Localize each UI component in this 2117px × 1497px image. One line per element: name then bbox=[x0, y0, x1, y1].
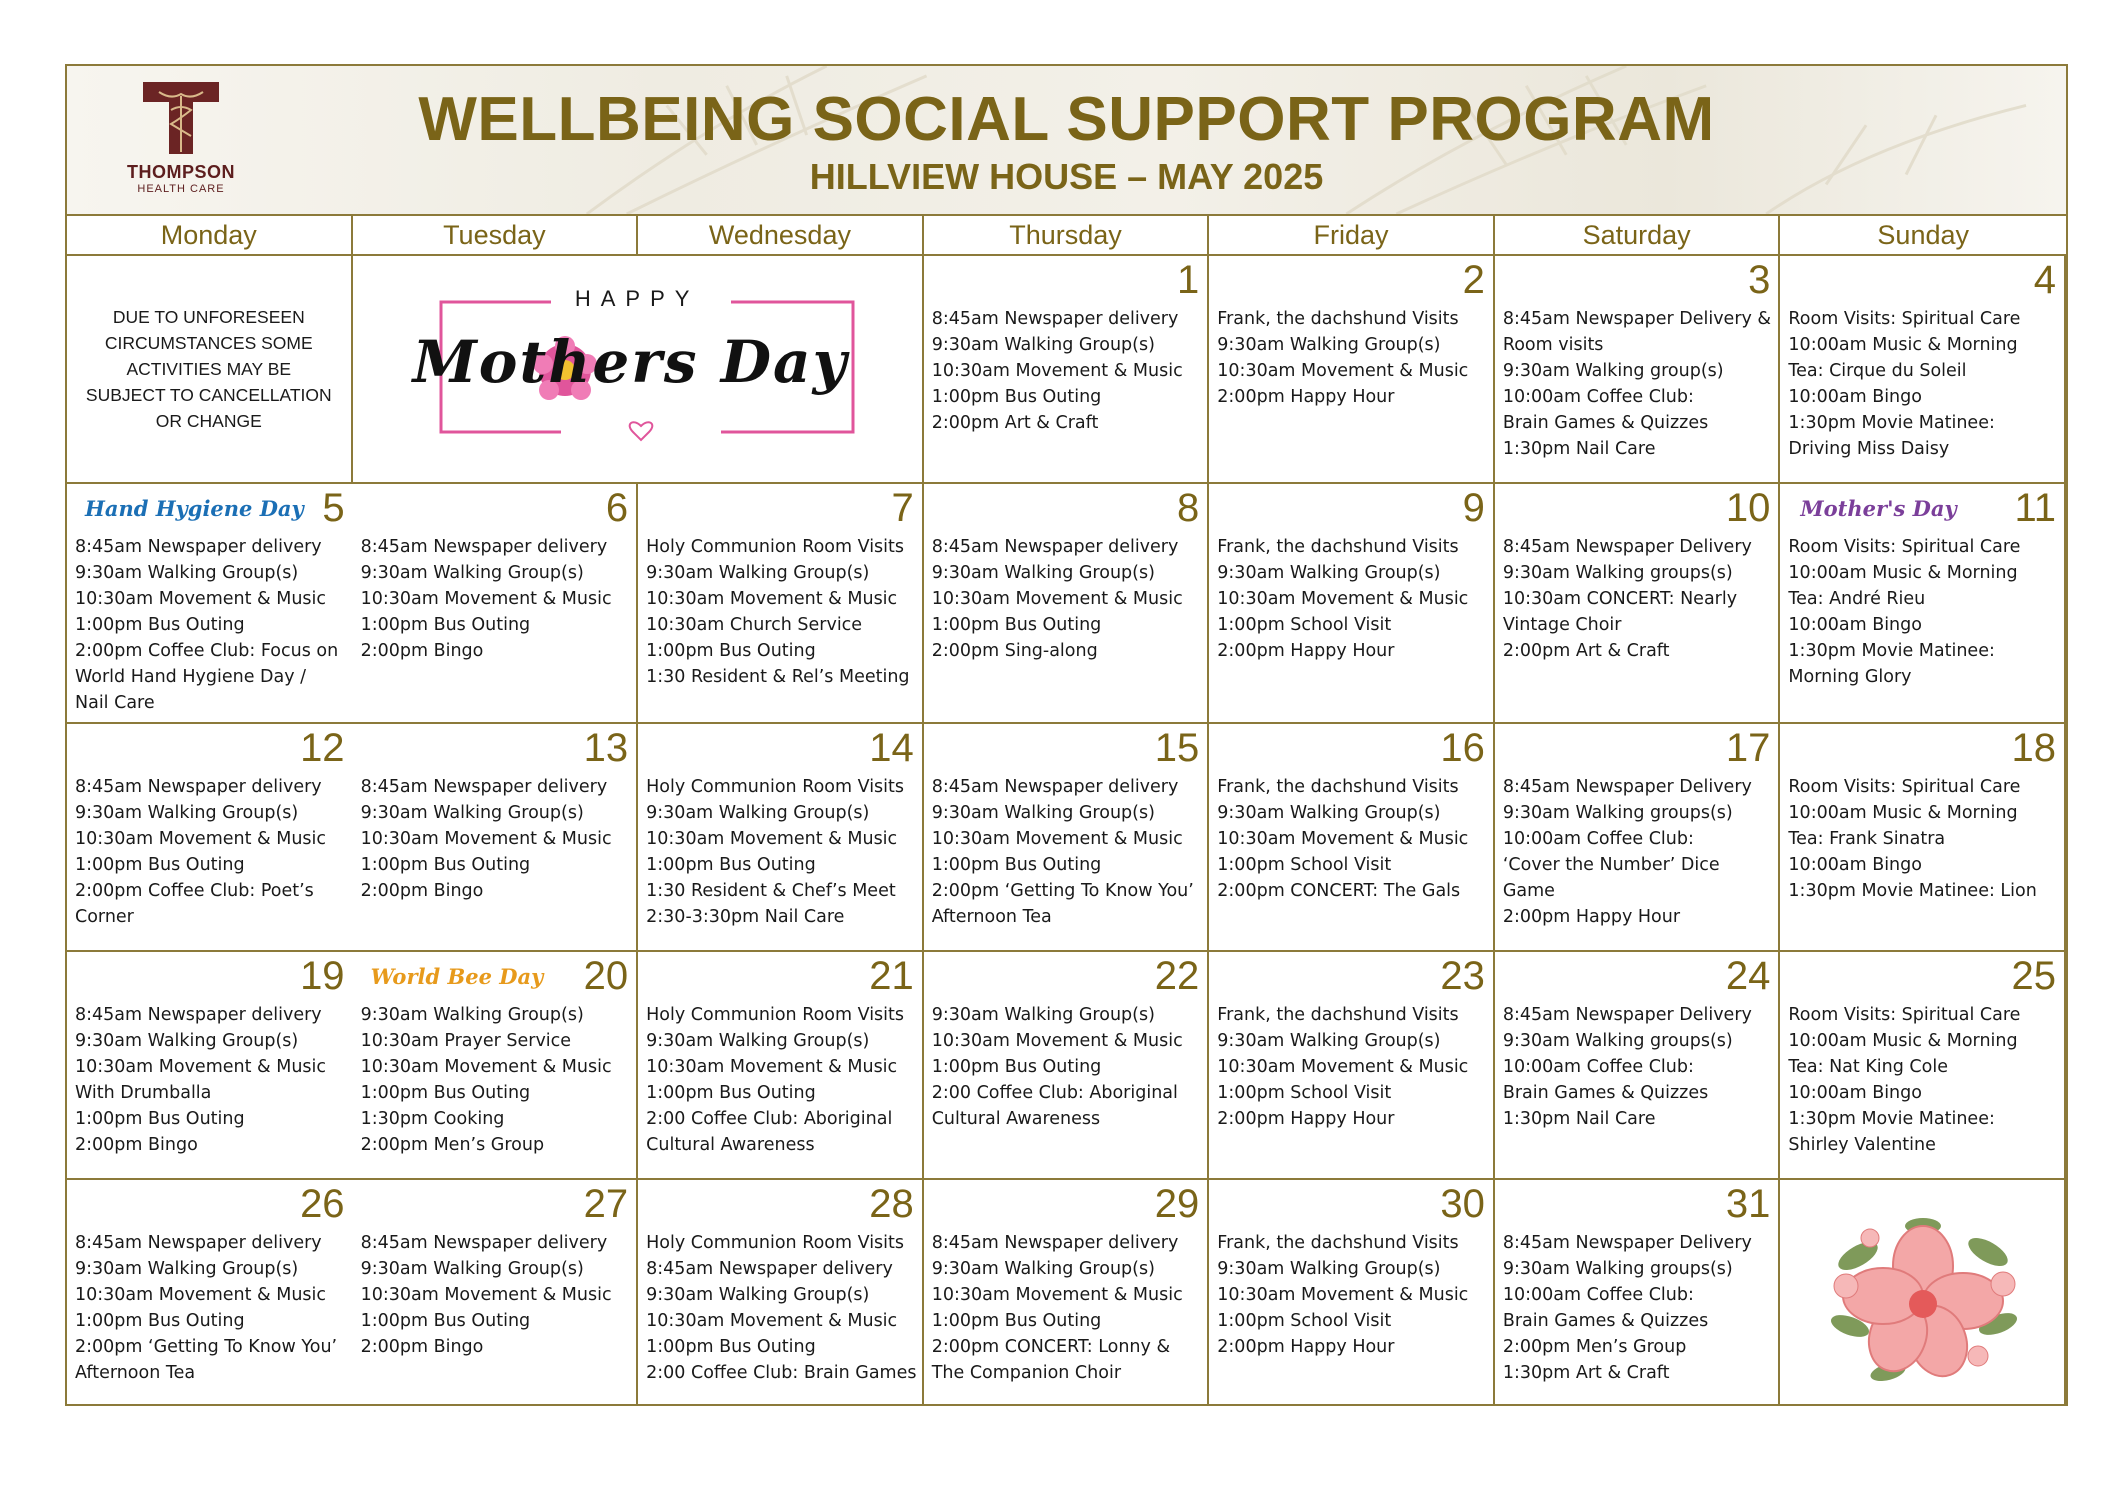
activity-item: Cultural Awareness bbox=[646, 1135, 815, 1155]
activity-item: 8:45am Newspaper delivery bbox=[75, 777, 322, 797]
day-header-tuesday: Tuesday bbox=[353, 216, 639, 256]
day-number: 1 bbox=[1177, 258, 1200, 302]
day-cell bbox=[1209, 256, 1495, 484]
activity-list bbox=[75, 1002, 347, 1158]
activity-item: 9:30am Walking Group(s) bbox=[646, 1285, 870, 1305]
day-cell bbox=[67, 484, 353, 724]
activity-list bbox=[1503, 534, 1773, 664]
day-number: 12 bbox=[300, 726, 345, 770]
activity-list bbox=[1788, 534, 2058, 690]
activity-item: 10:30am Movement & Music bbox=[1217, 1285, 1469, 1305]
world-bee-day-tag: World Bee Day bbox=[370, 964, 544, 989]
day-cell bbox=[1495, 724, 1781, 952]
activity-item: 1:00pm Bus Outing bbox=[360, 855, 531, 875]
activity-item: The Companion Choir bbox=[931, 1363, 1122, 1383]
activity-item: 10:00am Coffee Club: bbox=[1502, 1057, 1694, 1077]
activity-item: Frank, the dachshund Visits bbox=[1217, 1233, 1459, 1253]
activity-item: 1:00pm School Visit bbox=[1217, 855, 1392, 875]
activity-item: 10:00am Coffee Club: bbox=[1502, 829, 1694, 849]
activity-item: Shirley Valentine bbox=[1788, 1135, 1936, 1155]
activity-item: 9:30am Walking Group(s) bbox=[1217, 1031, 1441, 1051]
activity-list bbox=[646, 1002, 916, 1158]
activity-item: 9:30am Walking Group(s) bbox=[75, 1259, 299, 1279]
activity-item: 8:45am Newspaper Delivery bbox=[1502, 1233, 1752, 1253]
day-cell bbox=[1780, 724, 2066, 952]
day-number: 8 bbox=[1177, 486, 1200, 530]
day-number: 3 bbox=[1748, 258, 1771, 302]
activity-item: 9:30am Walking Group(s) bbox=[360, 803, 584, 823]
activity-item: 2:00pm Art & Craft bbox=[1502, 641, 1670, 661]
day-number: 18 bbox=[2011, 726, 2056, 770]
activity-list bbox=[1788, 306, 2058, 462]
day-cell bbox=[924, 256, 1210, 484]
activity-item: Afternoon Tea bbox=[75, 1363, 196, 1383]
activity-item: 10:00am Coffee Club: bbox=[1502, 1285, 1694, 1305]
activity-item: 1:30 Resident & Rel’s Meeting bbox=[646, 667, 910, 687]
activity-item: 10:00am Music & Morning bbox=[1788, 563, 2018, 583]
day-cell bbox=[638, 484, 924, 724]
activity-item: 9:30am Walking group(s) bbox=[1502, 361, 1724, 381]
day-cell bbox=[924, 952, 1210, 1180]
activity-list bbox=[1503, 1002, 1773, 1132]
activity-item: Tea: Cirque du Soleil bbox=[1788, 361, 1967, 381]
activity-item: 2:00pm Bingo bbox=[75, 1135, 198, 1155]
activity-item: Frank, the dachshund Visits bbox=[1217, 309, 1459, 329]
activity-item: 8:45am Newspaper delivery bbox=[75, 1233, 322, 1253]
activity-item: 1:00pm Bus Outing bbox=[360, 1311, 531, 1331]
activity-item: 2:30-3:30pm Nail Care bbox=[646, 907, 845, 927]
day-cell bbox=[353, 484, 639, 724]
activity-item: 8:45am Newspaper Delivery bbox=[1502, 777, 1752, 797]
activity-item: 1:00pm Bus Outing bbox=[75, 1311, 245, 1331]
activity-list bbox=[75, 534, 347, 716]
day-cell bbox=[1495, 256, 1781, 484]
activity-item: 2:00pm Happy Hour bbox=[1217, 387, 1395, 407]
activity-item: 9:30am Walking Group(s) bbox=[75, 1031, 299, 1051]
activity-item: 1:00pm Bus Outing bbox=[931, 1057, 1102, 1077]
day-cell bbox=[67, 724, 353, 952]
activity-item: 10:00am Music & Morning bbox=[1788, 335, 2018, 355]
activity-list bbox=[932, 1230, 1202, 1386]
activity-item: Driving Miss Daisy bbox=[1788, 439, 1950, 459]
activity-item: 10:30am Movement & Music bbox=[931, 1285, 1183, 1305]
day-number: 9 bbox=[1462, 486, 1485, 530]
activity-item: 1:00pm Bus Outing bbox=[931, 1311, 1102, 1331]
activity-item: 10:00am Music & Morning bbox=[1788, 1031, 2018, 1051]
activity-list bbox=[1217, 774, 1487, 904]
activity-item: 10:30am Movement & Music bbox=[75, 1285, 327, 1305]
activity-item: Brain Games & Quizzes bbox=[1502, 1083, 1709, 1103]
activity-item: 10:00am Bingo bbox=[1788, 615, 1922, 635]
activity-list bbox=[1217, 1002, 1487, 1132]
activity-item: 1:00pm Bus Outing bbox=[646, 641, 816, 661]
activity-item: Frank, the dachshund Visits bbox=[1217, 1005, 1459, 1025]
activity-item: 2:00pm ‘Getting To Know You’ bbox=[75, 1337, 338, 1357]
day-number: 22 bbox=[1154, 954, 1200, 998]
activity-item: World Hand Hygiene Day / bbox=[75, 667, 307, 687]
day-cell bbox=[1780, 952, 2066, 1180]
notice-cell bbox=[67, 256, 353, 484]
activity-list bbox=[1503, 1230, 1773, 1386]
activity-item: 9:30am Walking Group(s) bbox=[931, 1005, 1155, 1025]
activity-item: 1:00pm Bus Outing bbox=[360, 1083, 531, 1103]
activity-item: Tea: Frank Sinatra bbox=[1788, 829, 1946, 849]
activity-item: 10:00am Bingo bbox=[1788, 1083, 1922, 1103]
activity-item: 10:30am Movement & Music bbox=[931, 1031, 1183, 1051]
activity-item: 9:30am Walking Group(s) bbox=[75, 563, 299, 583]
activity-item: 9:30am Walking Group(s) bbox=[1217, 803, 1441, 823]
activity-item: Vintage Choir bbox=[1502, 615, 1622, 635]
page-title: WELLBEING SOCIAL SUPPORT PROGRAM bbox=[418, 85, 1715, 154]
activity-item: 1:30pm Movie Matinee: Lion bbox=[1788, 881, 2037, 901]
activity-item: 2:00pm Bingo bbox=[360, 641, 484, 661]
activity-item: 1:30pm Cooking bbox=[360, 1109, 505, 1129]
hand-hygiene-day-tag: Hand Hygiene Day bbox=[85, 496, 304, 521]
activity-item: 1:00pm Bus Outing bbox=[646, 855, 816, 875]
activity-item: Cultural Awareness bbox=[931, 1109, 1101, 1129]
day-cell bbox=[1209, 484, 1495, 724]
calendar-grid bbox=[67, 216, 2066, 1404]
activity-item: Holy Communion Room Visits bbox=[646, 777, 905, 797]
day-cell bbox=[1495, 1180, 1781, 1406]
activity-item: 9:30am Walking Group(s) bbox=[360, 563, 584, 583]
activity-item: 9:30am Walking groups(s) bbox=[1502, 563, 1733, 583]
day-number: 16 bbox=[1440, 726, 1485, 770]
cancellation-notice: DUE TO UNFORESEEN CIRCUMSTANCES SOME ACTIVITIES MAY BE SUBJECT TO CANCELLATION OR CHANGE bbox=[85, 307, 332, 431]
activity-item: 2:00pm Men’s Group bbox=[360, 1135, 545, 1155]
activity-list bbox=[361, 1230, 631, 1360]
day-cell bbox=[353, 952, 639, 1180]
activity-item: 9:30am Walking Group(s) bbox=[75, 803, 299, 823]
activity-list bbox=[75, 1230, 347, 1386]
activity-item: 2:00 Coffee Club: Aboriginal bbox=[646, 1109, 893, 1129]
activity-item: Room Visits: Spiritual Care bbox=[1788, 777, 2021, 797]
activity-list bbox=[1217, 1230, 1487, 1360]
activity-item: 1:00pm Bus Outing bbox=[360, 615, 531, 635]
flower-cell bbox=[1780, 1180, 2066, 1406]
activity-item: 9:30am Walking Group(s) bbox=[931, 335, 1155, 355]
activity-item: 10:30am Movement & Music bbox=[646, 829, 898, 849]
activity-item: 2:00 Coffee Club: Brain Games bbox=[646, 1363, 917, 1383]
logo-subname: HEALTH CARE bbox=[137, 183, 225, 195]
activity-item: 9:30am Walking Group(s) bbox=[646, 563, 870, 583]
activity-item: 2:00pm Happy Hour bbox=[1502, 907, 1681, 927]
day-number: 26 bbox=[300, 1182, 345, 1226]
activity-item: With Drumballa bbox=[75, 1083, 212, 1103]
activity-item: 8:45am Newspaper delivery bbox=[360, 537, 608, 557]
day-number: 10 bbox=[1725, 486, 1771, 530]
activity-list bbox=[361, 774, 631, 904]
flower-illustration bbox=[1798, 1196, 2048, 1396]
day-cell bbox=[1780, 484, 2066, 724]
page-subtitle: HILLVIEW HOUSE – MAY 2025 bbox=[809, 156, 1324, 197]
activity-item: Room visits bbox=[1502, 335, 1604, 355]
activity-item: 10:30am Movement & Music bbox=[360, 589, 612, 609]
activity-item: Frank, the dachshund Visits bbox=[1217, 537, 1459, 557]
activity-item: 9:30am Walking Group(s) bbox=[1217, 335, 1441, 355]
calendar-sheet bbox=[65, 64, 2068, 1406]
day-header-sunday: Sunday bbox=[1780, 216, 2066, 256]
activity-item: 10:00am Bingo bbox=[1788, 855, 1922, 875]
activity-item: Holy Communion Room Visits bbox=[646, 1005, 905, 1025]
day-number: 21 bbox=[869, 954, 914, 998]
day-cell bbox=[638, 952, 924, 1180]
activity-item: 10:30am Movement & Music bbox=[1217, 829, 1469, 849]
activity-item: Holy Communion Room Visits bbox=[646, 1233, 905, 1253]
day-number: 13 bbox=[583, 726, 629, 770]
activity-item: 2:00pm Art & Craft bbox=[931, 413, 1099, 433]
day-cell bbox=[1209, 1180, 1495, 1406]
activity-item: 8:45am Newspaper Delivery & bbox=[1502, 309, 1772, 329]
activity-item: 8:45am Newspaper delivery bbox=[931, 777, 1179, 797]
activity-item: 1:30pm Nail Care bbox=[1502, 1109, 1656, 1129]
day-cell bbox=[67, 1180, 353, 1406]
mothers-day-happy-text: HAPPY bbox=[574, 286, 700, 311]
activity-list bbox=[1788, 774, 2058, 904]
activity-list bbox=[1503, 306, 1773, 462]
activity-item: 1:00pm School Visit bbox=[1217, 1083, 1392, 1103]
activity-item: 9:30am Walking Group(s) bbox=[931, 803, 1155, 823]
activity-item: 1:00pm School Visit bbox=[1217, 1311, 1392, 1331]
activity-item: 1:00pm Bus Outing bbox=[931, 615, 1102, 635]
day-header-wednesday: Wednesday bbox=[638, 216, 924, 256]
day-number: 5 bbox=[322, 486, 345, 530]
day-header-thursday: Thursday bbox=[924, 216, 1210, 256]
activity-item: 2:00pm CONCERT: The Gals bbox=[1217, 881, 1461, 901]
day-cell bbox=[924, 724, 1210, 952]
activity-item: 1:00pm Bus Outing bbox=[75, 1109, 245, 1129]
day-number: 2 bbox=[1462, 258, 1485, 302]
activity-list bbox=[361, 1002, 631, 1158]
activity-item: 2:00pm Happy Hour bbox=[1217, 641, 1395, 661]
mothers-day-tag: Mother's Day bbox=[1800, 496, 1957, 521]
activity-item: 10:30am Movement & Music bbox=[931, 829, 1183, 849]
activity-item: 1:30pm Nail Care bbox=[1502, 439, 1656, 459]
activity-item: Room Visits: Spiritual Care bbox=[1788, 309, 2021, 329]
activity-item: 2:00pm Coffee Club: Focus on bbox=[75, 641, 339, 661]
day-number: 15 bbox=[1154, 726, 1200, 770]
day-number: 25 bbox=[2011, 954, 2056, 998]
activity-item: 8:45am Newspaper delivery bbox=[360, 777, 608, 797]
activity-item: 1:00pm Bus Outing bbox=[75, 615, 245, 635]
activity-item: 10:30am Movement & Music bbox=[1217, 361, 1469, 381]
mothers-day-banner-cell bbox=[353, 256, 924, 484]
day-number: 27 bbox=[583, 1182, 629, 1226]
header-banner bbox=[67, 66, 2066, 216]
activity-item: 2:00pm Sing-along bbox=[931, 641, 1098, 661]
day-number: 28 bbox=[869, 1182, 914, 1226]
activity-item: 1:30pm Movie Matinee: bbox=[1788, 1109, 1995, 1129]
activity-item: 1:30pm Art & Craft bbox=[1502, 1363, 1670, 1383]
activity-list bbox=[1217, 534, 1487, 664]
activity-item: 10:00am Music & Morning bbox=[1788, 803, 2018, 823]
activity-item: 9:30am Walking Group(s) bbox=[646, 1031, 870, 1051]
day-header-monday: Monday bbox=[67, 216, 353, 256]
activity-item: 10:30am Movement & Music bbox=[646, 1311, 898, 1331]
activity-item: Room Visits: Spiritual Care bbox=[1788, 537, 2021, 557]
activity-item: 10:00am Bingo bbox=[1788, 387, 1922, 407]
activity-item: 10:30am Movement & Music bbox=[1217, 1057, 1469, 1077]
activity-item: 8:45am Newspaper Delivery bbox=[1502, 1005, 1752, 1025]
activity-item: 8:45am Newspaper Delivery bbox=[1502, 537, 1752, 557]
activity-item: 10:00am Coffee Club: bbox=[1502, 387, 1694, 407]
activity-item: 1:00pm School Visit bbox=[1217, 615, 1392, 635]
activity-item: 8:45am Newspaper delivery bbox=[931, 309, 1179, 329]
day-cell bbox=[353, 1180, 639, 1406]
activity-item: 2:00pm Happy Hour bbox=[1217, 1337, 1395, 1357]
activity-item: 10:30am Movement & Music bbox=[931, 589, 1183, 609]
day-number: 24 bbox=[1725, 954, 1771, 998]
activity-item: 8:45am Newspaper delivery bbox=[360, 1233, 608, 1253]
activity-list bbox=[75, 774, 347, 930]
activity-item: 9:30am Walking Group(s) bbox=[1217, 563, 1441, 583]
activity-item: 2:00pm Men’s Group bbox=[1502, 1337, 1687, 1357]
day-cell bbox=[924, 484, 1210, 724]
day-number: 23 bbox=[1440, 954, 1485, 998]
day-number: 4 bbox=[2033, 258, 2056, 302]
activity-item: 9:30am Walking Group(s) bbox=[360, 1259, 584, 1279]
day-cell bbox=[1209, 724, 1495, 952]
day-number: 7 bbox=[891, 486, 914, 530]
activity-item: 8:45am Newspaper delivery bbox=[75, 1005, 322, 1025]
activity-item: Holy Communion Room Visits bbox=[646, 537, 905, 557]
activity-item: Afternoon Tea bbox=[931, 907, 1052, 927]
day-number: 17 bbox=[1725, 726, 1771, 770]
activity-item: 9:30am Walking Group(s) bbox=[646, 803, 870, 823]
activity-item: 10:30am Movement & Music bbox=[646, 589, 898, 609]
day-number: 31 bbox=[1725, 1182, 1771, 1226]
activity-list bbox=[932, 534, 1202, 664]
activity-item: 1:30 Resident & Chef’s Meet bbox=[646, 881, 896, 901]
activity-item: Game bbox=[1502, 881, 1555, 901]
activity-item: 10:30am Church Service bbox=[646, 615, 863, 635]
activity-item: 2:00pm ‘Getting To Know You’ bbox=[931, 881, 1194, 901]
activity-list bbox=[932, 774, 1202, 930]
activity-item: 2:00pm CONCERT: Lonny & bbox=[931, 1337, 1171, 1357]
activity-item: 10:30am Movement & Music bbox=[646, 1057, 898, 1077]
activity-list bbox=[1788, 1002, 2058, 1158]
activity-item: 2:00pm Coffee Club: Poet’s bbox=[75, 881, 314, 901]
activity-item: 2:00pm Bingo bbox=[360, 881, 484, 901]
activity-item: 1:00pm Bus Outing bbox=[646, 1083, 816, 1103]
activity-item: 1:00pm Bus Outing bbox=[646, 1337, 816, 1357]
activity-item: 10:30am Movement & Music bbox=[1217, 589, 1469, 609]
day-cell bbox=[1209, 952, 1495, 1180]
activity-list bbox=[646, 534, 916, 690]
activity-item: 9:30am Walking groups(s) bbox=[1502, 1259, 1733, 1279]
activity-list bbox=[1503, 774, 1773, 930]
day-cell bbox=[638, 1180, 924, 1406]
activity-item: Nail Care bbox=[75, 693, 155, 713]
activity-item: 9:30am Walking Group(s) bbox=[931, 1259, 1155, 1279]
day-number: 20 bbox=[583, 954, 629, 998]
activity-list bbox=[361, 534, 631, 664]
activity-list bbox=[932, 306, 1202, 436]
activity-item: 9:30am Walking Group(s) bbox=[360, 1005, 584, 1025]
activity-item: Tea: André Rieu bbox=[1788, 589, 1926, 609]
activity-item: 9:30am Walking groups(s) bbox=[1502, 1031, 1733, 1051]
day-number: 11 bbox=[2014, 486, 2056, 530]
activity-item: 10:30am Movement & Music bbox=[360, 1285, 612, 1305]
activity-item: 10:30am Prayer Service bbox=[360, 1031, 572, 1051]
day-number: 6 bbox=[605, 486, 629, 530]
activity-item: 10:30am Movement & Music bbox=[360, 1057, 612, 1077]
activity-list bbox=[646, 774, 916, 930]
mothers-day-script-text: Mothers Day bbox=[412, 328, 849, 396]
day-header-friday: Friday bbox=[1209, 216, 1495, 256]
activity-item: 8:45am Newspaper delivery bbox=[931, 537, 1179, 557]
logo-name: THOMPSON bbox=[126, 162, 235, 182]
activity-item: Tea: Nat King Cole bbox=[1788, 1057, 1948, 1077]
day-cell bbox=[1780, 256, 2066, 484]
activity-list bbox=[646, 1230, 916, 1386]
activity-item: 10:30am Movement & Music bbox=[75, 829, 327, 849]
activity-item: 1:30pm Movie Matinee: bbox=[1788, 641, 1995, 661]
day-number: 19 bbox=[300, 954, 345, 998]
activity-item: Room Visits: Spiritual Care bbox=[1788, 1005, 2021, 1025]
day-cell bbox=[67, 952, 353, 1180]
day-header-saturday: Saturday bbox=[1495, 216, 1781, 256]
activity-item: 8:45am Newspaper delivery bbox=[646, 1259, 893, 1279]
activity-item: ‘Cover the Number’ Dice bbox=[1502, 855, 1720, 875]
day-cell bbox=[1495, 484, 1781, 724]
activity-item: 2:00pm Bingo bbox=[360, 1337, 484, 1357]
day-cell bbox=[638, 724, 924, 952]
day-cell bbox=[924, 1180, 1210, 1406]
activity-item: Morning Glory bbox=[1788, 667, 1912, 687]
activity-item: 10:30am CONCERT: Nearly bbox=[1502, 589, 1738, 609]
activity-item: Frank, the dachshund Visits bbox=[1217, 777, 1459, 797]
activity-item: 1:00pm Bus Outing bbox=[75, 855, 245, 875]
activity-item: 8:45am Newspaper delivery bbox=[931, 1233, 1179, 1253]
activity-item: 2:00 Coffee Club: Aboriginal bbox=[931, 1083, 1178, 1103]
activity-item: 1:30pm Movie Matinee: bbox=[1788, 413, 1995, 433]
day-cell bbox=[1495, 952, 1781, 1180]
activity-item: Corner bbox=[75, 907, 134, 927]
activity-item: Brain Games & Quizzes bbox=[1502, 413, 1709, 433]
day-number: 30 bbox=[1440, 1182, 1485, 1226]
activity-item: 9:30am Walking Group(s) bbox=[931, 563, 1155, 583]
activity-item: 10:30am Movement & Music bbox=[75, 589, 327, 609]
activity-item: Brain Games & Quizzes bbox=[1502, 1311, 1709, 1331]
activity-item: 10:30am Movement & Music bbox=[931, 361, 1183, 381]
activity-item: 2:00pm Happy Hour bbox=[1217, 1109, 1395, 1129]
activity-item: 8:45am Newspaper delivery bbox=[75, 537, 322, 557]
activity-item: 10:30am Movement & Music bbox=[75, 1057, 327, 1077]
activity-item: 1:00pm Bus Outing bbox=[931, 387, 1102, 407]
activity-item: 10:30am Movement & Music bbox=[360, 829, 612, 849]
activity-item: 9:30am Walking groups(s) bbox=[1502, 803, 1733, 823]
activity-list bbox=[1217, 306, 1487, 410]
day-cell bbox=[353, 724, 639, 952]
day-number: 14 bbox=[869, 726, 914, 770]
activity-item: 9:30am Walking Group(s) bbox=[1217, 1259, 1441, 1279]
day-number: 29 bbox=[1154, 1182, 1200, 1226]
activity-item: 1:00pm Bus Outing bbox=[931, 855, 1102, 875]
activity-list bbox=[932, 1002, 1202, 1132]
